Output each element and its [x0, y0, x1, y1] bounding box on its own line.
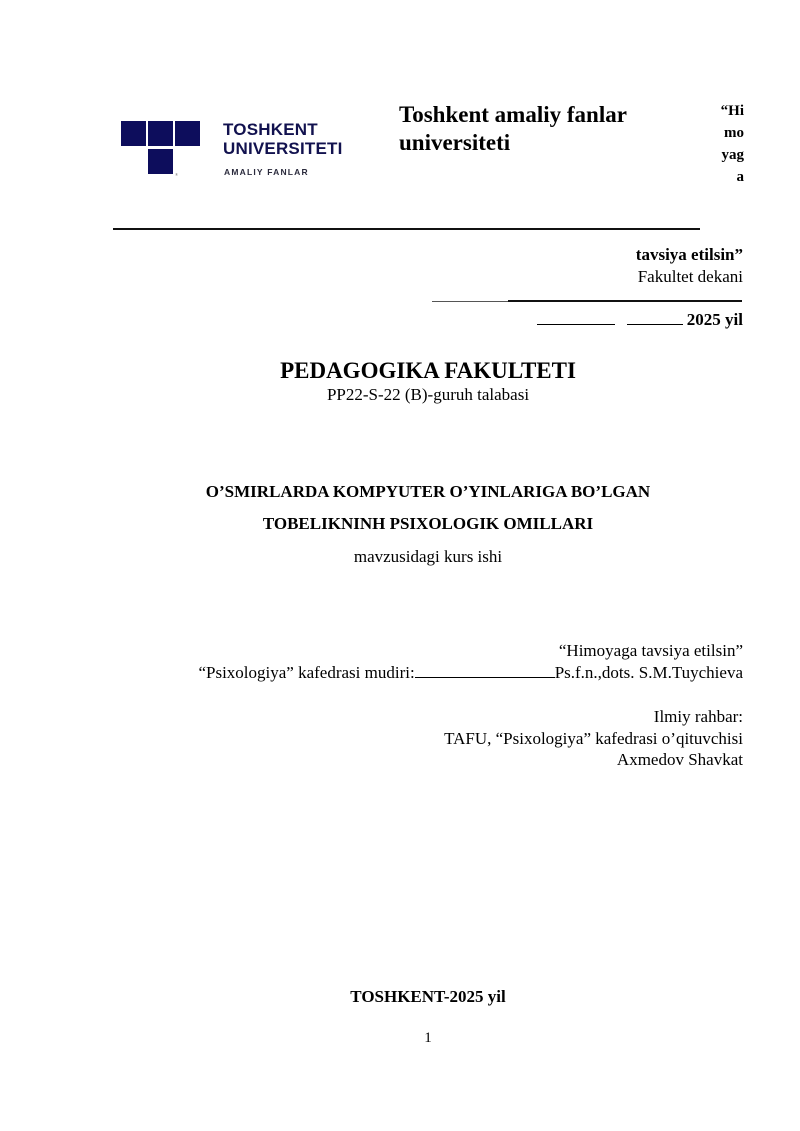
- advisor-label: Ilmiy rahbar:: [653, 707, 743, 726]
- approval-heading-fragment: [700, 100, 744, 188]
- dean-role-label: Fakultet dekani: [637, 267, 743, 286]
- advisor-position: TAFU, “Psixologiya” kafedrasi o’qituvchisi: [444, 729, 743, 748]
- date-year: 2025 yil: [686, 310, 743, 329]
- topic-title-line-1: O’SMIRLARDA KOMPYUTER O’YINLARIGA BO’LGAN: [205, 482, 651, 501]
- department-head-label: “Psixologiya” kafedrasi mudiri:: [198, 663, 415, 682]
- dean-signature-line: [508, 300, 742, 302]
- topic-subtitle: mavzusidagi kurs ishi: [353, 547, 503, 566]
- logo-line-3: AMALIY FANLAR: [224, 167, 309, 177]
- dean-signature-line-light: [432, 301, 508, 302]
- city-year: TOSHKENT-2025 yil: [350, 987, 506, 1006]
- university-title-line-2: universiteti: [399, 130, 511, 155]
- fragment-line: yag: [721, 147, 744, 163]
- fragment-line: mo: [724, 125, 744, 141]
- logo-square-4: [148, 149, 173, 174]
- student-group: PP22-S-22 (B)-guruh talabasi: [326, 385, 530, 404]
- fragment-line: a: [736, 169, 744, 185]
- logo-trademark: ®: [175, 172, 179, 177]
- approval-date-line: [537, 308, 743, 332]
- header-divider: [113, 228, 700, 230]
- date-day-blank: [537, 308, 615, 325]
- logo-line-2: UNIVERSITETI: [223, 139, 343, 158]
- approval-recommend-text: tavsiya etilsin”: [635, 245, 743, 264]
- faculty-name: PEDAGOGIKA FAKULTETI: [280, 358, 576, 383]
- university-title-line-1: Toshkent amaliy fanlar: [399, 102, 627, 127]
- topic-title-line-2: TOBELIKNINH PSIXOLOGIK OMILLARI: [262, 514, 594, 533]
- defense-recommend-text: “Himoyaga tavsiya etilsin”: [558, 641, 743, 660]
- department-head-signature-blank: [415, 662, 555, 678]
- department-head-name: Ps.f.n.,dots. S.M.Tuychieva: [554, 663, 743, 682]
- advisor-name: Axmedov Shavkat: [616, 750, 743, 769]
- university-logo: [118, 117, 358, 187]
- university-title: [399, 101, 669, 157]
- logo-square-2: [148, 121, 173, 146]
- logo-wordmark: [223, 120, 343, 158]
- logo-line-1: TOSHKENT: [223, 120, 318, 139]
- logo-square-1: [121, 121, 146, 146]
- logo-square-3: [175, 121, 200, 146]
- fragment-line: “Hi: [720, 103, 744, 119]
- department-head-line: [198, 661, 743, 685]
- date-month-blank: [627, 308, 683, 325]
- page-number: 1: [424, 1030, 432, 1046]
